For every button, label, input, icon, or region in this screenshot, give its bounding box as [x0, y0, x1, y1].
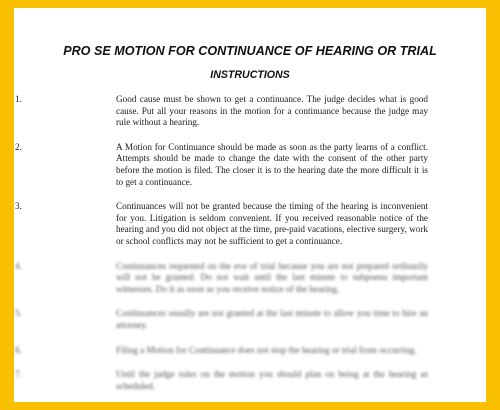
instruction-number: 5. [15, 308, 22, 319]
instruction-number: 6. [15, 344, 22, 355]
instruction-text: Filing a Motion for Continuance does not stop the hearing or trial from occurring. [116, 344, 417, 355]
instruction-number: 7. [15, 369, 22, 380]
instruction-number: 2. [15, 141, 22, 152]
instruction-text: Continuances requested on the eve of trial because you are not prepared ordinarily will not be granted. Do not wait until the last minute to subpoena important witnesses. Do it as soon as you receive notice of the hearing. [116, 260, 428, 294]
instruction-text: Continuances will not be granted because the timing of the hearing is inconvenient for you. Litigation is seldom convenient. If you received reasonable notice of the hearing and you did not object at the time, pre-paid vacations, elective surgery, work or school conflicts may not be sufficient to get a continuance. [116, 201, 428, 246]
instruction-item-1 [15, 94, 428, 129]
instruction-number: 1. [15, 94, 22, 104]
instruction-item-7 [15, 369, 428, 392]
instruction-text: Until the judge rules on the motion you should plan on being at the hearing as scheduled. [116, 369, 428, 391]
instruction-item-2 [15, 141, 428, 188]
instruction-item-3 [15, 201, 428, 247]
instruction-item-5 [15, 308, 428, 331]
instruction-text: Good cause must be shown to get a continuance. The judge decides what is good cause. Put all your reasons in the motion for a continuance because the judge may rule without a hearing. [116, 94, 428, 128]
instruction-item-4 [15, 260, 428, 296]
instruction-number: 3. [15, 201, 22, 212]
instruction-text: A Motion for Continuance should be made as soon as the party learns of a conflict. Attempts should be made to change the date with the consent of the other party before the motion is filed. The closer it is to the hearing date the more difficult it is to get a continuance. [116, 141, 428, 187]
document-title: PRO SE MOTION FOR CONTINUANCE OF HEARING OR TRIAL [63, 44, 437, 58]
instructions-list [15, 94, 428, 402]
document-page [14, 8, 486, 402]
document-subtitle: INSTRUCTIONS [210, 69, 290, 81]
instruction-text: Continuances usually are not granted at the last minute to allow you time to hire an attorney. [116, 308, 428, 330]
instruction-item-6 [15, 344, 428, 357]
instruction-number: 4. [15, 260, 22, 271]
